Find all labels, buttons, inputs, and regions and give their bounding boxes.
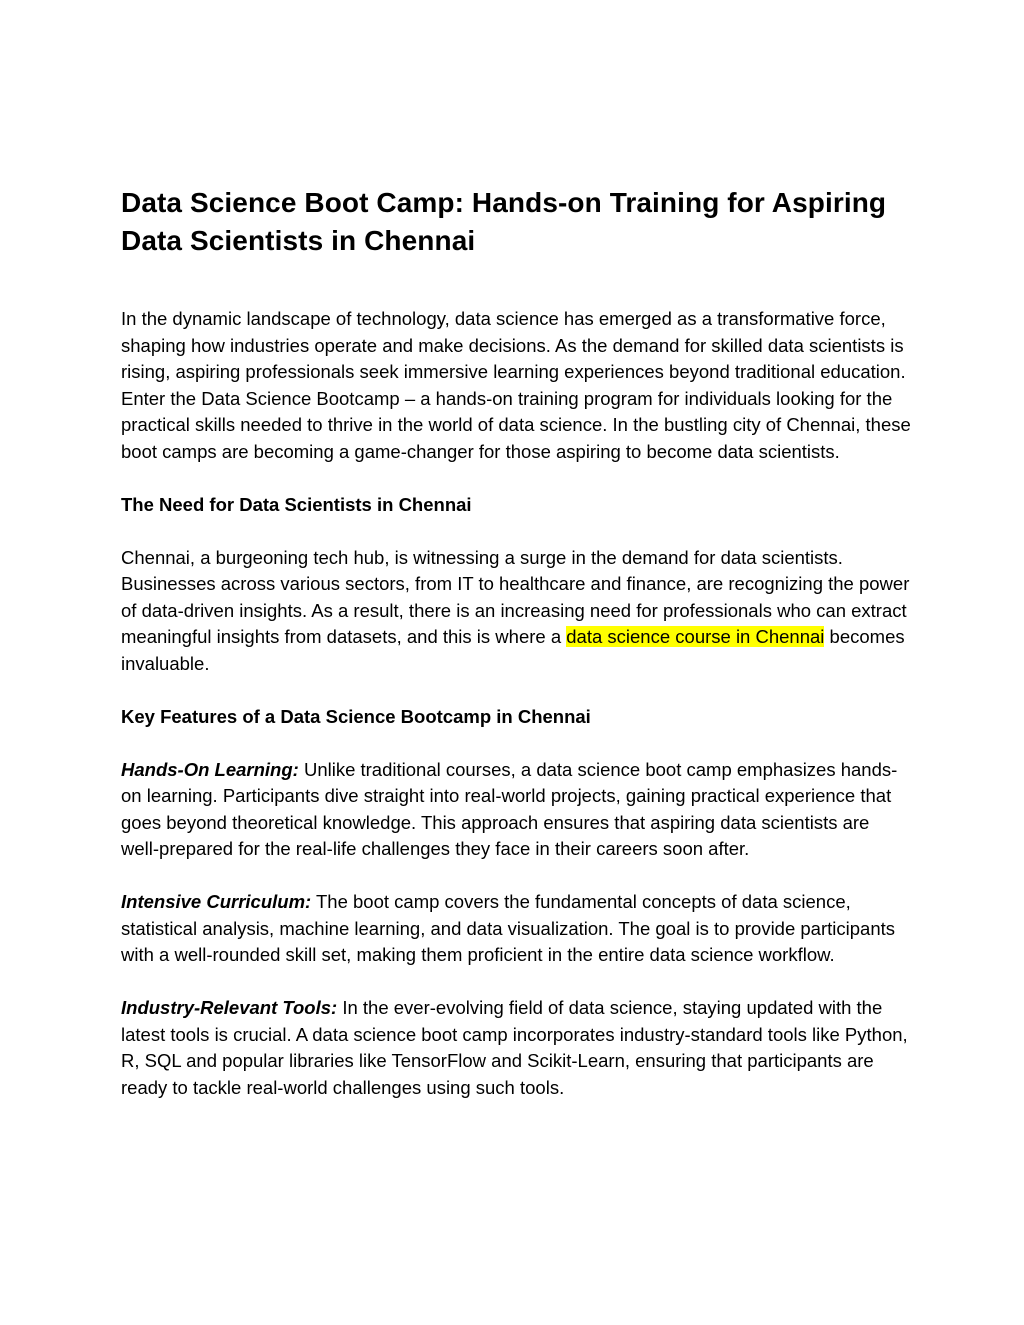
section-heading-features: Key Features of a Data Science Bootcamp in Chennai bbox=[121, 705, 591, 727]
course-link[interactable]: data science course in Chennai bbox=[566, 626, 825, 647]
feature-label: Hands-On Learning: bbox=[121, 758, 299, 780]
feature-text: In the ever-evolving field of data science, staying updated with the latest tools is crucial. A data science boot camp incorporates industry-standard tools like Python, R, SQL and popular libraries like TensorFlow and Scikit-Learn, ensuring that participants are ready to tackle real-world challenges using such tools. bbox=[121, 997, 908, 1098]
feature-paragraph-hands-on bbox=[121, 757, 911, 863]
feature-paragraph-curriculum bbox=[121, 889, 911, 969]
need-text-before-link: Chennai, a burgeoning tech hub, is witnessing a surge in the demand for data scientists. Businesses across various sectors, from IT to healthcare and finance, are recognizing the power of data-driven insights. As a result, there is an increasing need for professionals who can extract meaningful insights from datasets, and this is where a bbox=[121, 546, 910, 647]
feature-label: Intensive Curriculum: bbox=[121, 891, 312, 912]
need-paragraph bbox=[121, 545, 911, 678]
feature-paragraph-tools bbox=[121, 995, 911, 1101]
document-page bbox=[121, 184, 911, 1128]
feature-text: The boot camp covers the fundamental concepts of data science, statistical analysis, machine learning, and data visualization. The goal is to provide participants with a well-rounded skill set, making them proficient in the entire data science workflow. bbox=[121, 891, 896, 965]
section-heading-need: The Need for Data Scientists in Chennai bbox=[121, 493, 472, 515]
feature-label: Industry-Relevant Tools: bbox=[121, 997, 338, 1018]
need-text-after-link: becomes invaluable. bbox=[121, 626, 905, 674]
feature-text: Unlike traditional courses, a data science boot camp emphasizes hands-on learning. Participants dive straight into real-world projects, gaining practical experience that goes beyond theoretical knowledge. This approach ensures that aspiring data scientists are well-prepared for the real-life challenges they face in their careers soon after. bbox=[121, 758, 898, 859]
document-title: Data Science Boot Camp: Hands-on Training for Aspiring Data Scientists in Chennai bbox=[121, 187, 887, 256]
intro-paragraph: In the dynamic landscape of technology, data science has emerged as a transformative force, shaping how industries operate and make decisions. As the demand for skilled data scientists is rising, aspiring professionals seek immersive learning experiences beyond traditional education. Enter the Data Science Bootcamp – a hands-on training program for individuals looking for the practical skills needed to thrive in the world of data science. In the bustling city of Chennai, these boot camps are becoming a game-changer for those aspiring to become data scientists. bbox=[121, 308, 911, 462]
